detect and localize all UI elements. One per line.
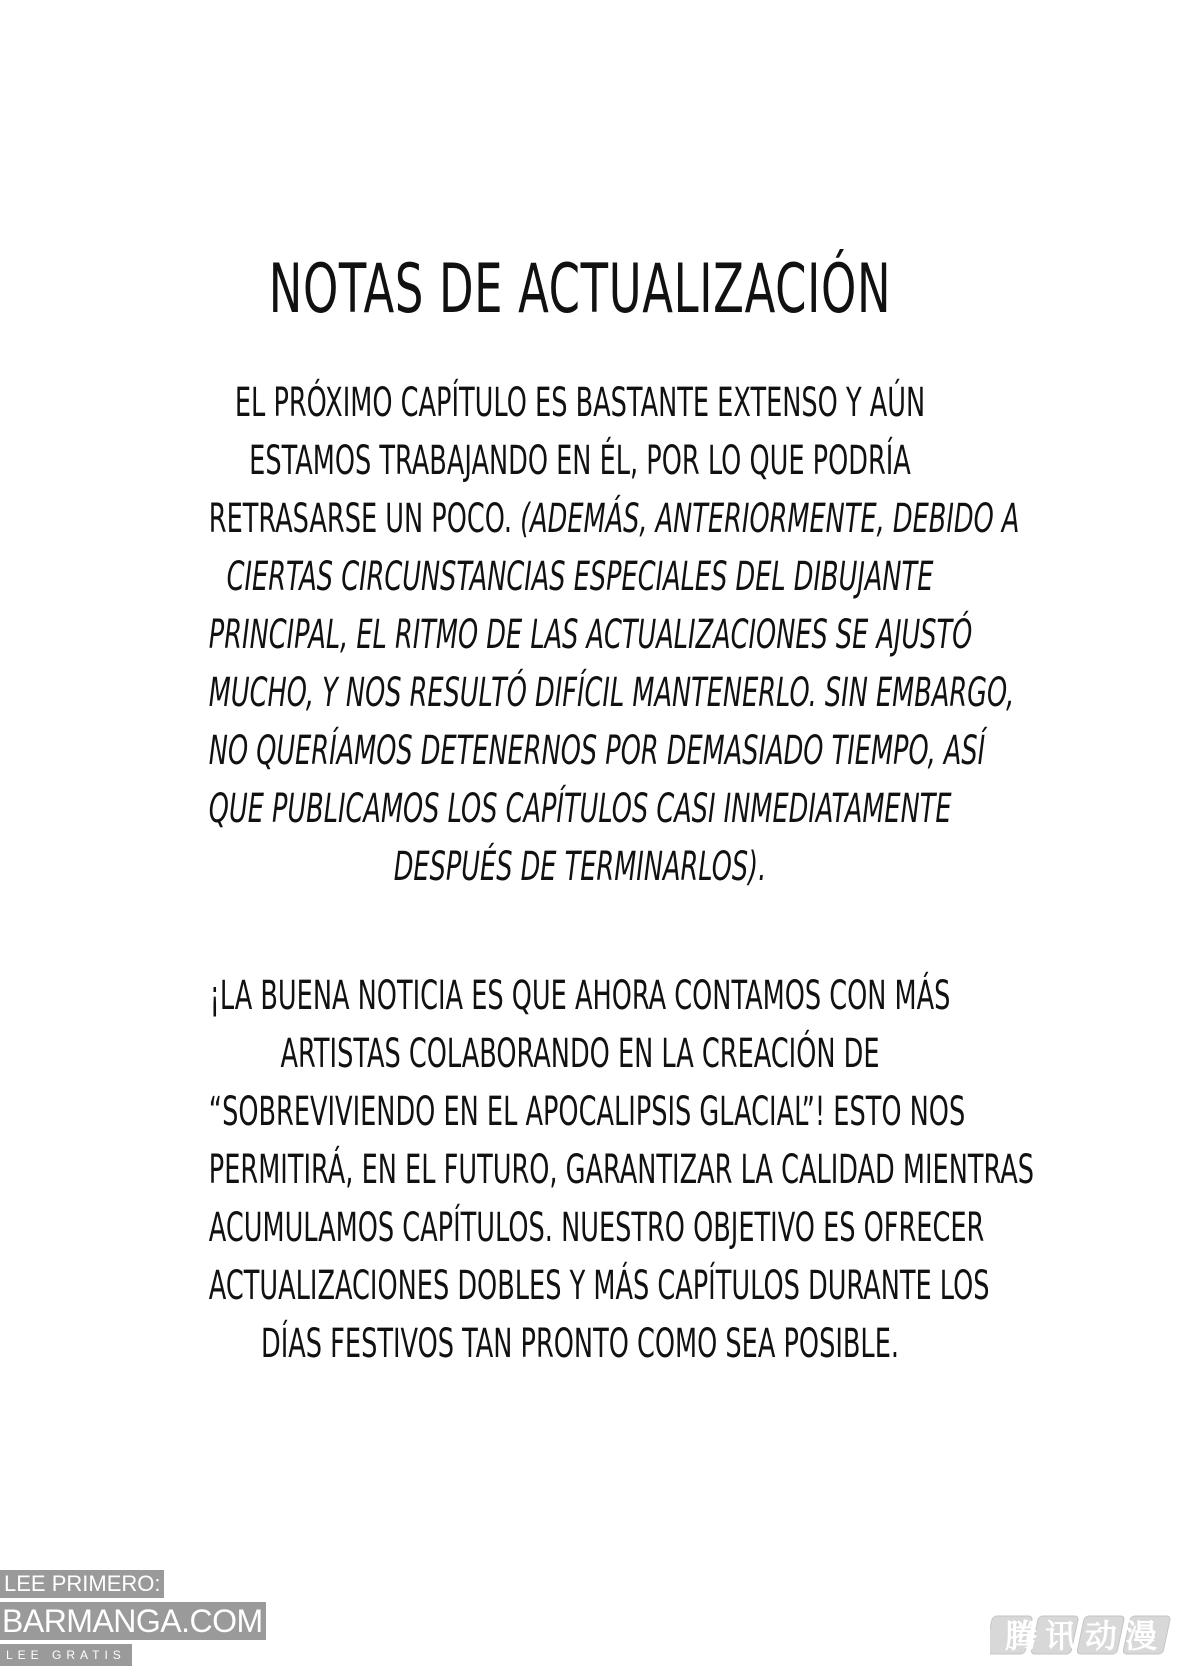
paragraph-line-mixed	[208, 490, 1020, 548]
paragraph-line: ACTUALIZACIONES DOBLES Y MÁS CAPÍTULOS DURANTE LOS	[208, 1263, 990, 1309]
paragraph-line: QUE PUBLICAMOS LOS CAPÍTULOS CASI INMEDIATAMENTE	[208, 786, 952, 832]
watermark-read-first: LEE PRIMERO:	[0, 1570, 164, 1598]
paragraph-line: PERMITIRÁ, EN EL FUTURO, GARANTIZAR LA CALIDAD MIENTRAS	[208, 1147, 1035, 1193]
page-title: NOTAS DE ACTUALIZACIÓN	[268, 250, 892, 329]
update-notes-paragraph	[0, 374, 1160, 896]
paragraph-line: PRINCIPAL, EL RITMO DE LAS ACTUALIZACIONES SE AJUSTÓ	[208, 612, 973, 658]
watermark-site-name: BARMANGA.COM	[0, 1602, 266, 1640]
paragraph-line: ESTAMOS TRABAJANDO EN ÉL, POR LO QUE PODRÍA	[249, 438, 911, 484]
paragraph-line: ACUMULAMOS CAPÍTULOS. NUESTRO OBJETIVO ES OFRECER	[208, 1205, 985, 1251]
watermark-read-free: LEE GRATIS	[0, 1644, 132, 1666]
paragraph-line: ¡LA BUENA NOTICIA ES QUE AHORA CONTAMOS CON MÁS	[209, 973, 951, 1019]
paragraph-line: NO QUERÍAMOS DETENERNOS POR DEMASIADO TIEMPO, ASÍ	[208, 728, 986, 774]
paragraph-text-plain: RETRASARSE UN POCO.	[208, 496, 521, 542]
site-watermark	[0, 1570, 270, 1666]
paragraph-line: EL PRÓXIMO CAPÍTULO ES BASTANTE EXTENSO Y AÚN	[234, 380, 926, 426]
tencent-comic-logo-text: 腾讯动漫	[1004, 1617, 1166, 1655]
paragraph-line: ARTISTAS COLABORANDO EN LA CREACIÓN DE	[280, 1031, 880, 1077]
paragraph-line: DESPUÉS DE TERMINARLOS).	[393, 844, 767, 890]
paragraph-line: “SOBREVIVIENDO EN EL APOCALIPSIS GLACIAL”! ESTO NOS	[208, 1089, 966, 1135]
tencent-comic-logo-icon	[990, 1610, 1180, 1660]
paragraph-line: CIERTAS CIRCUNSTANCIAS ESPECIALES DEL DIBUJANTE	[226, 554, 934, 600]
paragraph-text-italic: (ADEMÁS, ANTERIORMENTE, DEBIDO A	[520, 496, 1020, 542]
good-news-paragraph	[0, 967, 1160, 1373]
paragraph-line: MUCHO, Y NOS RESULTÓ DIFÍCIL MANTENERLO. SIN EMBARGO,	[208, 670, 1015, 716]
paragraph-line: DÍAS FESTIVOS TAN PRONTO COMO SEA POSIBLE.	[261, 1321, 899, 1367]
